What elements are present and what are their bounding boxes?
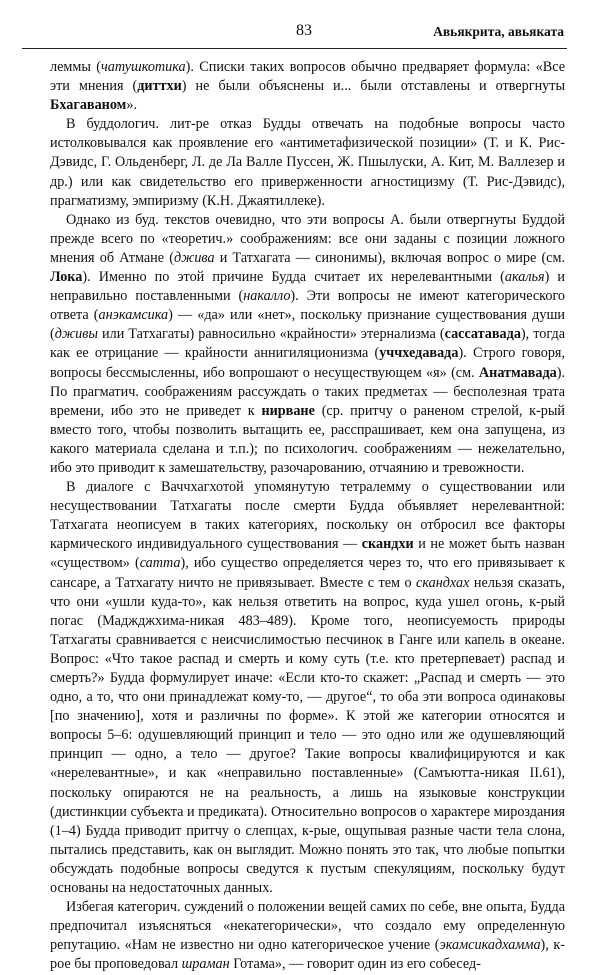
bold-term: сассатавада — [444, 326, 521, 343]
text-run: ), к-рое бы проповедовал — [50, 937, 566, 973]
text-run: леммы ( — [50, 59, 101, 75]
bold-term: диттхи — [137, 78, 182, 95]
text-run: ), тогда как ее отрицание — крайности аннигиляционизма ( — [50, 326, 565, 362]
italic-term: дживы — [54, 326, 98, 343]
italic-term: анэкамсика — [98, 307, 169, 324]
bold-term: скандхи — [361, 536, 414, 553]
text-run: ». — [126, 97, 137, 114]
text-run: Готама», — говорит один из его собесед- — [229, 956, 481, 973]
text-run: или Татхагаты) равносильно «крайности» этернализма ( — [97, 326, 445, 343]
text-run: В буддологич. лит-ре отказ Будды отвечать на подобные вопросы часто истолковывался как проявление его «антиметафизической позиции» (Т. и К. Рис-Дэвидс, Г. Ольденберг, Л. де Ла Валле Пуссен, Ж. Пшылуски, А. Кит, М. Валлезер и др.) или как свидетельство его приверженности агностицизму (Т. Рис-Дэвидс), прагматизму, эмпиризму (К.Н. Джаятиллеке). — [50, 116, 565, 209]
page-number: 83 — [296, 22, 312, 39]
bold-term: Лока — [50, 269, 83, 286]
body-text — [50, 58, 565, 975]
paragraph — [50, 115, 565, 210]
header-rule — [22, 48, 567, 49]
bold-term: нирване — [261, 402, 315, 419]
text-run: Избегая категорич. суждений о положении вещей самих по себе, вне опыта, Будда предпочитал изъясняться «некатегорически», что создало ему определенную репутацию. «Нам не известно ни одно категорическое учение ( — [50, 899, 565, 954]
italic-term: чатушкотика — [100, 59, 186, 75]
italic-term: акалья — [504, 269, 545, 286]
paragraph — [50, 898, 565, 974]
bold-term: Анатмавада — [478, 364, 557, 381]
italic-term: экамсикадхамма — [439, 937, 541, 954]
text-run: и не может быть назван «существом» ( — [50, 536, 565, 572]
text-run: ). По прагматич. соображениям рассуждать о таких предметах — бесполезная трата времени, ибо это не приведет к — [50, 364, 565, 419]
running-head: Авьякрита, авьяката — [433, 24, 564, 39]
text-run: ), ибо существо определяется через то, что его привязывает к сансаре, а Татхагату ничто не привязывает. Вместе с тем о — [50, 555, 565, 591]
paragraph — [50, 478, 565, 898]
text-run: ). Эти вопросы не имеют категорического ответа ( — [50, 288, 566, 324]
text-run: ) не были объяснены и... были отставлены и отвергнуты — [181, 78, 566, 95]
bold-term: уччхедавада — [379, 345, 459, 362]
text-run: ). Списки таких вопросов обычно предваряет формула: «Все эти мнения ( — [50, 59, 565, 95]
paragraph — [50, 58, 565, 115]
page-header — [44, 18, 564, 48]
text-run: нельзя сказать, что они «ушли куда-то», как нельзя ответить на вопрос, куда ушел огонь, к-рый погас (Маджджхима-никая 483–489). Кроме того, неописуемость природы Татхагаты сравнивается с неисчислимостью песчинок в Ганге или капель в океане. Вопрос: «Что такое распад и смерть и кому суть (т.е. кто претерпевает) распад и смерть?» Будда формулирует иначе: «Если кто-то скажет: „Распад и смерть — это одно, а то, что они принадлежат кому-то, — другое“, то оба эти вопроса одинаковы [по значению], хотя и различны по форме». К этой же категории относятся и вопросы 5–6: одушевляющий принцип и тело — это одно или же одушевляющий принцип — одно, а тело — другое? Такие вопросы квалифицируются и как «нерелевантные», и как «неправильно поставленные» (Самъютта-никая II.61), поскольку опираются не на реальность, а лишь на языковые конструкции (дистинкции субъекта и предиката). Относительно вопросов о характере мироздания (1–4) Будда приводит притчу о слепцах, к-рые, ощупывая разные части тела слона, пытались представить, как он выглядит. Можно понять это так, что любые попытки обсуждать подобные вопросы сведутся к пустым спекуляциям, поскольку будут основаны на недостаточных данных. — [50, 574, 566, 897]
text-run: Однако из буд. текстов очевидно, что эти вопросы А. были отвергнуты Буддой прежде всего по «теоретич.» соображениям: все они заданы с позиции ложного мнения об Атмане ( — [50, 211, 565, 266]
italic-term: сатта — [139, 555, 181, 572]
italic-term: накалло — [243, 288, 291, 305]
text-run: ). Именно по этой причине Будда считает их нерелевантными ( — [82, 269, 505, 286]
bold-term: Бхагаваном — [50, 97, 127, 114]
text-run: ). Строго говоря, вопросы бессмысленны, ибо вопрошают о несуществующем «я» (см. — [50, 345, 565, 381]
text-run: В диалоге с Ваччхагхотой упомянутую тетралемму о существовании или несуществовании Татхагаты после смерти Будда объявляет нерелевантной: Татхагата неописуем в таких категориях, поскольку он отбросил все факторы кармического индивидуального существования — — [50, 479, 565, 553]
text-run: ) — «да» или «нет», поскольку признание существования души ( — [50, 307, 566, 343]
italic-term: скандхах — [416, 574, 470, 591]
text-run: (ср. притчу о раненом стрелой, к-рый вместо того, чтобы позволить вытащить ее, расспрашивает, кем она запущена, из какого материала сделана и т.п.); по психологич. соображениям — нежелательно, ибо это приводит к замешательству, разочарованию, отчаянию и тревожности. — [50, 402, 565, 476]
paragraph — [50, 211, 565, 478]
italic-term: шраман — [181, 956, 230, 973]
text-run: ) и неправильно поставленными ( — [50, 269, 565, 305]
text-run: и Татхагата — синонимы), включая вопрос о мире (см. — [214, 249, 566, 266]
italic-term: джива — [173, 249, 215, 266]
